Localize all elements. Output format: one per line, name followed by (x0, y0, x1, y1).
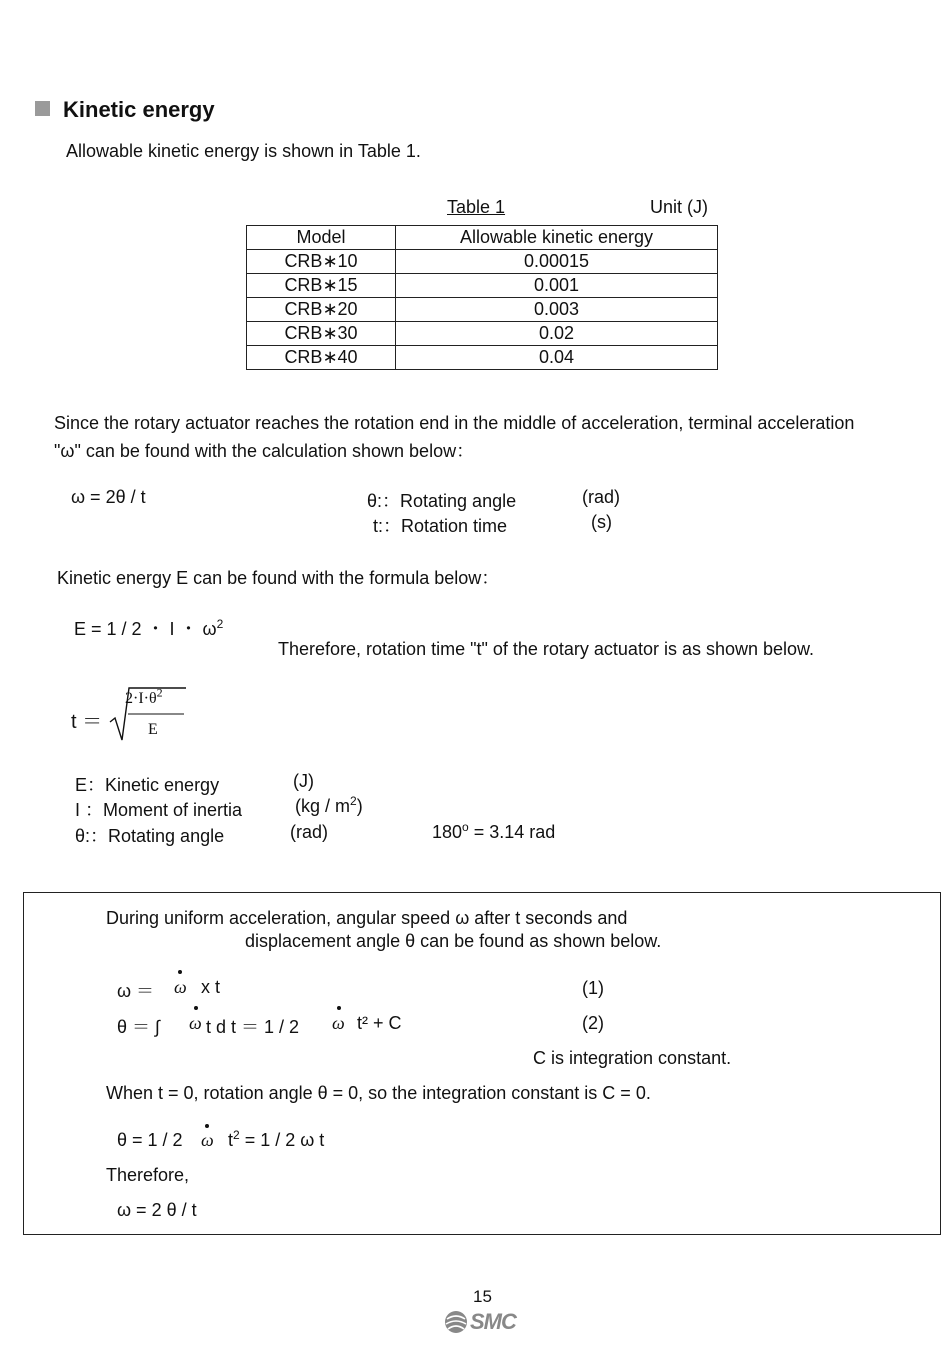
table-cell-model: CRB∗20 (247, 298, 396, 322)
section-title: Kinetic energy (63, 97, 215, 122)
table-cell-energy: 0.04 (396, 346, 718, 370)
time-definition: t:：Rotation time (373, 516, 508, 536)
eq2-omega-dot-2: ω (332, 1013, 345, 1033)
dot-accent-icon (205, 1124, 209, 1128)
energy-formula-body: E = 1 / 2 ・ I ・ ω (74, 619, 217, 639)
t-formula-numerator-body: 2·I·θ (125, 690, 157, 707)
paragraph1-line1: Since the rotary actuator reaches the rotation end in the middle of acceleration, terminal acceleration (54, 413, 855, 433)
page-number: 15 (473, 1287, 492, 1306)
eq3-omega-dot: ω (201, 1130, 214, 1150)
paragraph1-line2: "ω" can be found with the calculation shown below： (54, 441, 475, 461)
energy-formula (74, 615, 223, 641)
dot-accent-icon (194, 1006, 198, 1010)
table-row (247, 274, 718, 298)
table-cell-model: CRB∗40 (247, 346, 396, 370)
table-cell-model: CRB∗15 (247, 274, 396, 298)
smc-logo (443, 1308, 521, 1336)
angle-conversion (432, 822, 555, 843)
intro-text: Allowable kinetic energy is shown in Table 1. (66, 141, 421, 161)
t-formula-numerator (125, 685, 163, 708)
eq3-lhs: θ = 1 / 2 (117, 1130, 183, 1150)
eq2-omega-dot: ω (189, 1013, 202, 1033)
smc-logo-icon (443, 1309, 469, 1335)
kinetic-energy-table (246, 225, 718, 370)
eq1-omega-dot: ω (174, 977, 187, 997)
table-row (247, 298, 718, 322)
table-cell-model: CRB∗10 (247, 250, 396, 274)
table-header-model: Model (247, 226, 396, 250)
table-cell-model: CRB∗30 (247, 322, 396, 346)
therefore-rotation-text: Therefore, rotation time "t" of the rotary actuator is as shown below. (278, 639, 815, 659)
legend-I-label: I ：Moment of inertia (75, 800, 243, 820)
table-cell-energy: 0.003 (396, 298, 718, 322)
energy-formula-exponent: 2 (216, 617, 224, 631)
angle-conversion-degree: o (462, 820, 469, 834)
legend-E-unit: (J) (293, 771, 314, 791)
box-line1: During uniform acceleration, angular speed ω after t seconds and (106, 908, 628, 928)
box-line2: displacement angle θ can be found as shown below. (245, 931, 662, 951)
eq2-number: (2) (582, 1013, 604, 1033)
legend-I-unit-pre: (kg / m (295, 796, 351, 816)
section-marker-icon (35, 101, 50, 116)
t-formula-numerator-exponent: 2 (156, 685, 163, 700)
table-cell-energy: 0.00015 (396, 250, 718, 274)
legend-I-unit-exponent: 2 (350, 794, 357, 808)
eq3-t: t (228, 1130, 234, 1150)
angle-conversion-result: = 3.14 rad (468, 822, 556, 842)
table-row (247, 250, 718, 274)
eq1-number: (1) (582, 978, 604, 998)
integration-note: C is integration constant. (533, 1048, 732, 1068)
table-header-energy: Allowable kinetic energy (396, 226, 718, 250)
t-formula-denominator: E (148, 721, 158, 738)
table-header-row (247, 226, 718, 250)
table-caption: Table 1 (447, 197, 506, 217)
eq1-rhs: x t (201, 977, 221, 997)
legend-E-label: E：Kinetic energy (75, 775, 220, 795)
table-cell-energy: 0.02 (396, 322, 718, 346)
dot-accent-icon (337, 1006, 341, 1010)
table-cell-energy: 0.001 (396, 274, 718, 298)
omega-formula: ω = 2θ / t (71, 487, 146, 507)
theta-unit: (rad) (582, 487, 621, 507)
box-therefore: Therefore, (106, 1165, 190, 1185)
paragraph2: Kinetic energy E can be found with the formula below： (57, 568, 500, 588)
legend-I-unit-post: ) (356, 796, 363, 816)
eq2-middle: t d t ＝ 1 / 2 (206, 1017, 300, 1037)
theta-definition: θ:：Rotating angle (367, 491, 517, 511)
legend-theta-unit: (rad) (290, 822, 329, 842)
smc-logo-text: SMC (470, 1309, 516, 1334)
eq2-lhs: θ ＝ ∫ (117, 1017, 160, 1037)
eq2-rhs: t² + C (357, 1013, 402, 1033)
table-row (247, 322, 718, 346)
eq3-rhs (228, 1130, 324, 1151)
t-formula-lhs: t ＝ (71, 711, 103, 733)
time-unit: (s) (591, 512, 612, 532)
eq3-result: = 1 / 2 ω t (239, 1130, 325, 1150)
dot-accent-icon (178, 970, 182, 974)
when-text: When t = 0, rotation angle θ = 0, so the integration constant is C = 0. (106, 1083, 651, 1103)
legend-I-unit (295, 796, 363, 817)
eq1-lhs: ω ＝ (117, 981, 155, 1001)
table-row (247, 346, 718, 370)
angle-conversion-value: 180 (432, 822, 463, 842)
table-unit: Unit (J) (650, 197, 708, 217)
eq3-exponent: 2 (233, 1128, 240, 1142)
legend-theta-label: θ:：Rotating angle (75, 826, 225, 846)
final-formula: ω = 2 θ / t (117, 1200, 197, 1220)
